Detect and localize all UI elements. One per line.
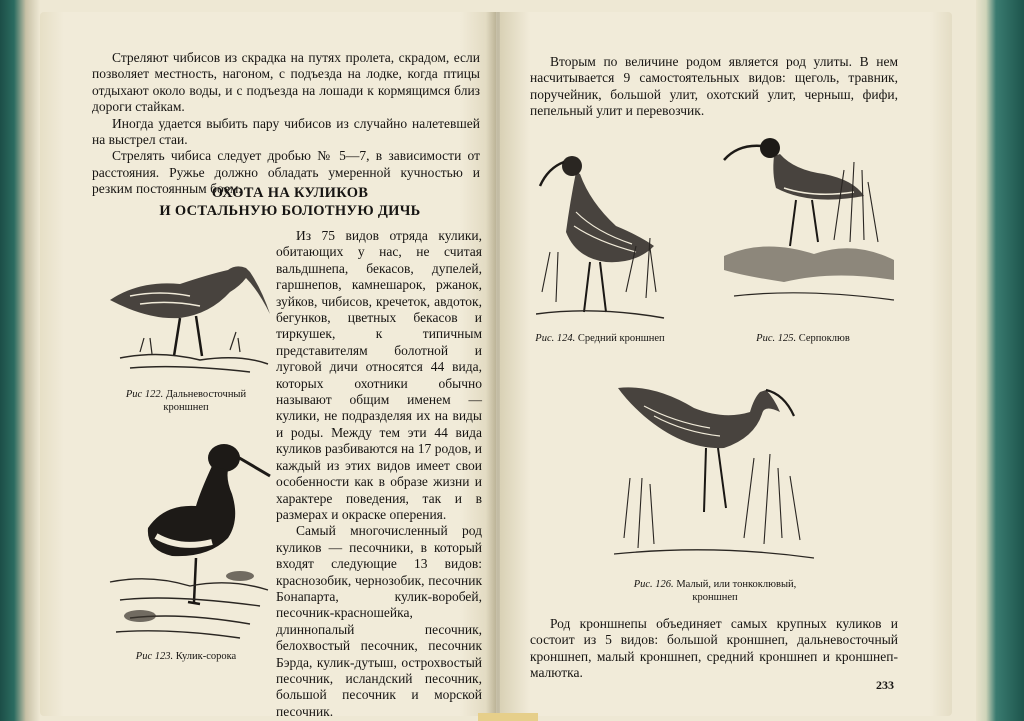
section-title <box>140 184 440 220</box>
figure-title: Серпоклюв <box>798 333 850 344</box>
section-title-line: И ОСТАЛЬНУЮ БОЛОТНУЮ ДИЧЬ <box>159 203 421 219</box>
paragraph: Из 75 видов отряда кулики, обитающих у нас, не считая вальдшнепа, бекасов, дупелей, гаршнепов, камнешарок, ржанок, зуйков, чибисов, кречеток, авдоток, бегунков, цветных бекасов и тиркушек, к типичным представителям болотной и луговой дичи относятся 44 вида, которых охотники обычно называют общим именем — кулики, не подразделяя их на виды и роды. Между тем эти 44 вида куликов разбиваются на 17 родов, и каждый из этих видов имеет свои особенности как в образе жизни и характере поведения, так и в размерах и окраске оперения. <box>276 228 482 522</box>
section-title-line: ОХОТА НА КУЛИКОВ <box>211 185 369 201</box>
fig126-caption <box>610 578 820 604</box>
page-number: 233 <box>876 678 894 692</box>
fig124-caption <box>520 332 680 345</box>
fig122-caption <box>100 388 272 414</box>
paragraph: Иногда удается выбить пару чибисов из случайно налетевшей на выстрел стаи. <box>92 115 480 148</box>
figure-title: кроншнеп <box>163 402 209 413</box>
figure-title: Дальневосточный <box>165 389 247 400</box>
figure-label: Рис. 124. <box>535 333 576 344</box>
oystercatcher-illustration <box>100 432 272 644</box>
ibisbill-illustration <box>714 130 898 306</box>
figure-label: Рис. 126. <box>633 579 674 590</box>
paragraph: Стрелять чибиса следует дробью № 5—7, в зависимости от расстояния. Ружье должно обладать умеренной кучностью и резким постоянным боем. <box>92 148 480 197</box>
figure-title: Средний кроншнеп <box>577 333 665 344</box>
fig123-caption <box>100 650 272 663</box>
figure-title: Малый, или тонкоклювый, <box>676 579 797 590</box>
left-page <box>40 12 496 719</box>
left-intro-text <box>92 50 480 198</box>
paragraph: Вторым по величине родом является род улиты. В нем насчитывается 9 самостоятельных видов: щеголь, травник, поручейник, большой улит, охотский улит, черныш, фифи, пепельный улит и перевозчик. <box>530 54 898 119</box>
book-cover-edge <box>976 0 1024 721</box>
figure-label: Рис 122. <box>125 389 164 400</box>
curlew-illustration <box>100 240 272 384</box>
paragraph: Род кроншнепы объединяет самых крупных куликов и состоит из 5 видов: большой кроншнеп, дальневосточный кроншнеп, малый кроншнеп, средний кроншнеп и кроншнеп-малютка. <box>530 616 898 681</box>
figure-label: Рис 123. <box>135 651 174 662</box>
figure-label: Рис. 125. <box>756 333 797 344</box>
left-column-text <box>276 228 482 720</box>
right-closing-text <box>530 616 898 682</box>
figure-title: кроншнеп <box>692 592 738 603</box>
right-page <box>500 12 952 716</box>
right-intro-text <box>530 54 898 120</box>
paragraph: Стреляют чибисов из скрадка на путях пролета, скрадом, если позволяет местность, нагоном, с подъезда на лодке, когда птицы отдыхают около воды, и с подъезда на лошади к кормящимся близ дороги стайкам. <box>92 50 480 115</box>
paragraph: Самый многочисленный род куликов — песочники, в который входят следующие 13 видов: краснозобик, чернозобик, песочник Бонапарта, кулик-воробей, песочник-красношейка, длиннопалый песочник, белохвостый песочник, песочник Бэрда, кулик-дутыш, острохвостый песочник, исландский песочник, большой песочник и морской песочник. <box>276 523 482 719</box>
fig125-caption <box>728 332 878 345</box>
whimbrel-illustration <box>536 142 666 322</box>
bookmark-ribbon <box>478 713 538 721</box>
slender-billed-curlew-illustration <box>614 368 814 572</box>
figure-title: Кулик-сорока <box>175 651 237 662</box>
